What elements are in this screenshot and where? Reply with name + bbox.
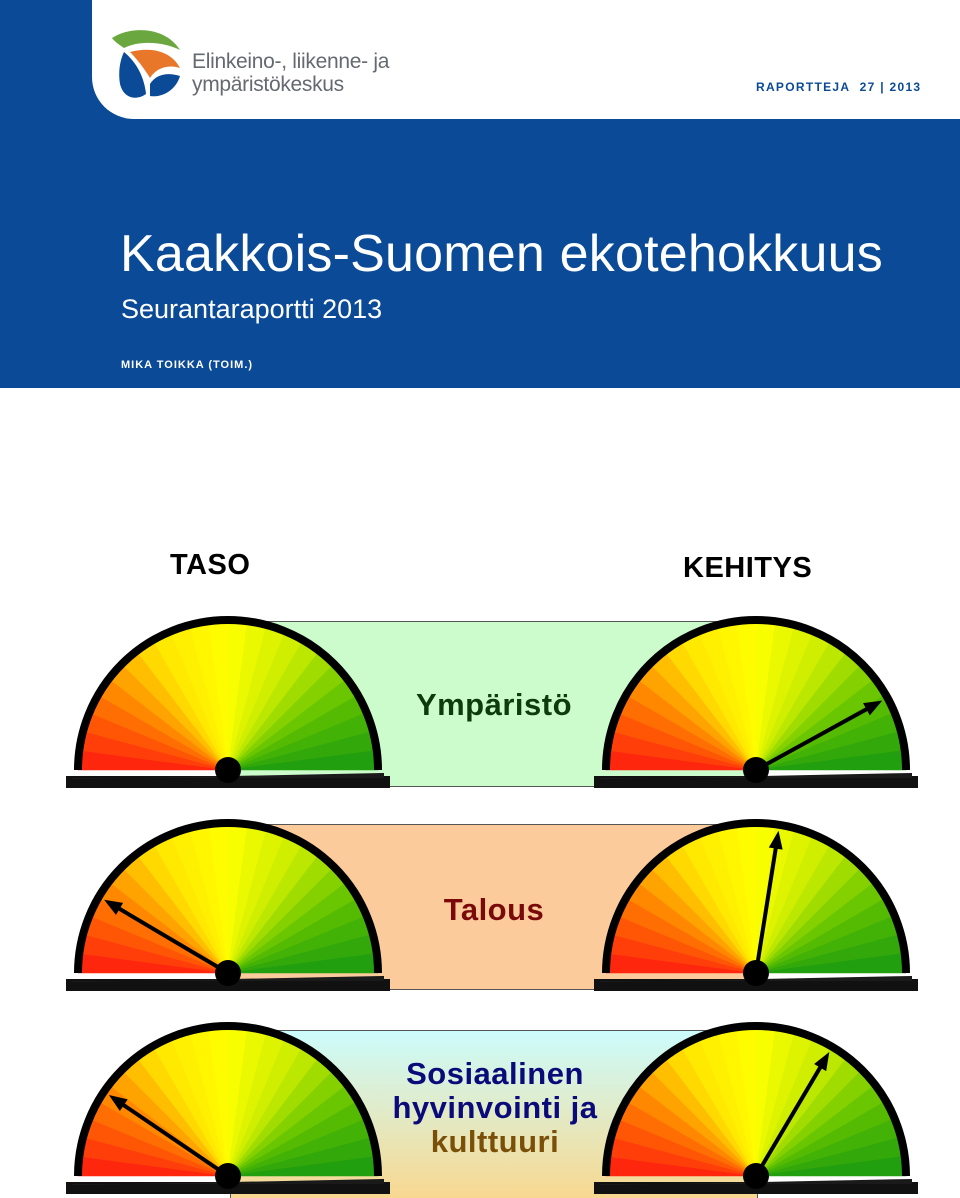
gauge-hub [215,757,241,783]
dimension-name-line: kulttuuri [430,1124,560,1159]
dimension-name-line: Ympäristö [415,687,573,722]
gauge-hub [215,960,241,986]
gauge-environment-level [60,612,396,792]
report-author: MIKA TOIKKA (TOIM.) [121,359,254,371]
dimension-economy-name [396,893,592,927]
gauge-hub [743,960,769,986]
gauge-hub [215,1163,241,1189]
gauge-social-trend [588,1018,924,1198]
dimension-name-line: Sosiaalinen [406,1056,584,1091]
org-name-line1: Elinkeino-, liikenne- ja [192,50,390,73]
org-name-line2: ympäristökeskus [192,73,344,96]
gauge-economy-trend [588,815,924,995]
gauge-environment-trend [588,612,924,792]
column-header-level: TASO [170,549,251,581]
series-name: RAPORTTEJA [756,80,851,94]
gauge-social-level [60,1018,396,1198]
gauge-economy-level [60,815,396,995]
report-series: RAPORTTEJA 27 | 2013 [756,80,922,94]
dimension-social-name [370,1057,620,1159]
dimension-environment-name [396,688,592,722]
column-header-trend: KEHITYS [683,552,813,584]
series-number: 27 [859,80,876,94]
report-title: Kaakkois-Suomen ekotehokkuus [120,225,883,283]
ely-logo-icon [110,28,182,102]
gauge-hub [743,1163,769,1189]
dimension-name-line: Talous [443,892,545,927]
series-year: 2013 [889,80,922,94]
organization-name [192,50,389,96]
dimension-name-line: hyvinvointi ja [392,1090,598,1125]
gauge-hub [743,757,769,783]
report-subtitle: Seurantaraportti 2013 [121,294,383,324]
